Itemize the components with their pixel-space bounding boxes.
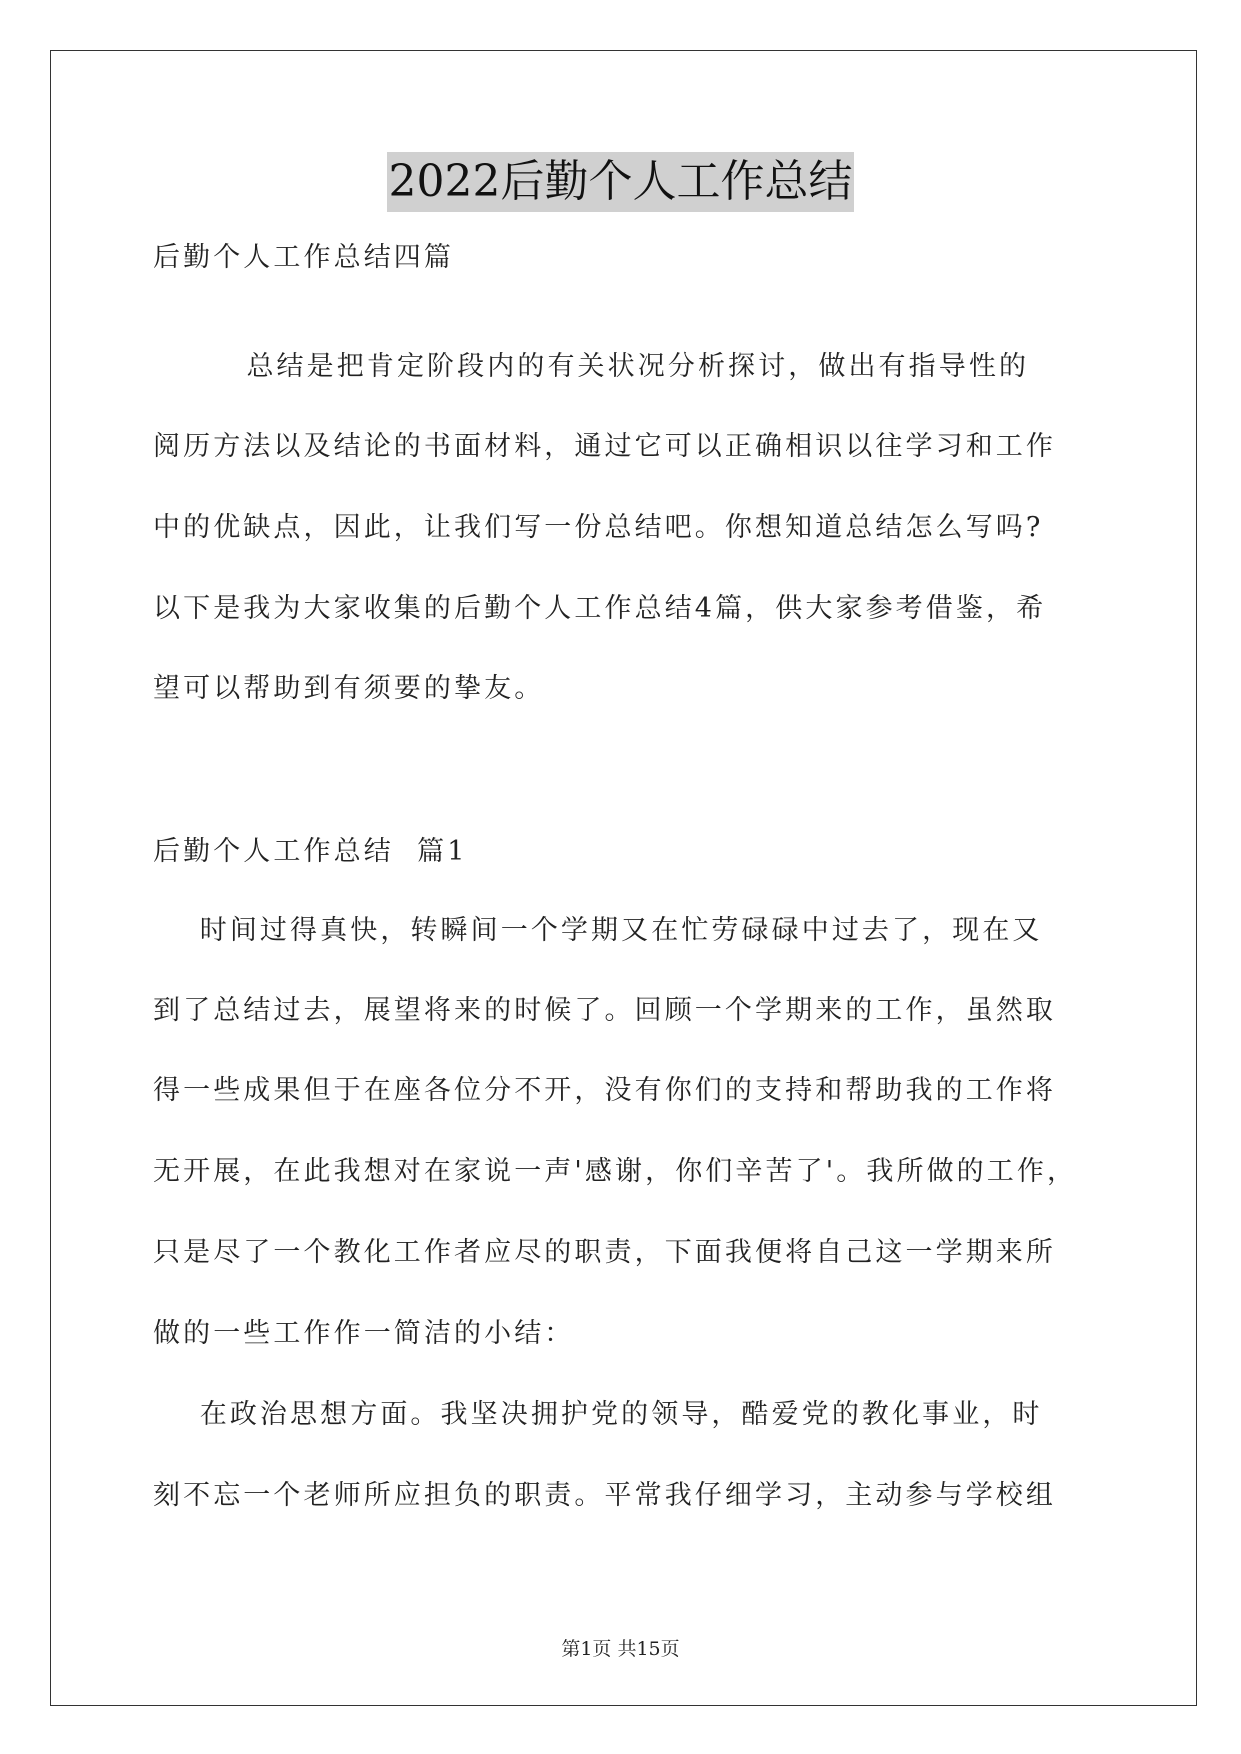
body-line: 中的优缺点，因此，让我们写一份总结吧。你想知道总结怎么写吗? [153, 512, 1044, 543]
body-line: 做的一些工作作一简洁的小结： [153, 1318, 575, 1349]
document-title: 2022后勤个人工作总结 [387, 152, 855, 212]
body-line: 以下是我为大家收集的后勤个人工作总结4篇，供大家参考借鉴，希 [153, 593, 1047, 624]
body-line: 只是尽了一个教化工作者应尽的职责，下面我便将自己这一学期来所 [153, 1237, 1056, 1268]
body-line: 得一些成果但于在座各位分不开，没有你们的支持和帮助我的工作将 [153, 1075, 1056, 1106]
document-subtitle: 后勤个人工作总结四篇 [153, 242, 454, 273]
page-number: 第1页 共15页 [561, 1638, 680, 1660]
page-border [50, 50, 1197, 1706]
body-line: 在政治思想方面。我坚决拥护党的领导，酷爱党的教化事业，时 [153, 1399, 1043, 1430]
body-line: 时间过得真快，转瞬间一个学期又在忙劳碌碌中过去了，现在又 [153, 915, 1043, 946]
body-line: 刻不忘一个老师所应担负的职责。平常我仔细学习，主动参与学校组 [153, 1480, 1056, 1511]
body-line: 无开展，在此我想对在家说一声'感谢，你们辛苦了'。我所做的工作， [153, 1156, 1078, 1187]
body-line: 到了总结过去，展望将来的时候了。回顾一个学期来的工作，虽然取 [153, 995, 1056, 1026]
body-line: 总结是把肯定阶段内的有关状况分析探讨，做出有指导性的 [153, 351, 1030, 382]
body-line: 望可以帮助到有须要的挚友。 [153, 673, 545, 704]
body-line: 阅历方法以及结论的书面材料，通过它可以正确相识以往学习和工作 [153, 431, 1056, 462]
section-heading: 后勤个人工作总结 篇1 [153, 836, 468, 867]
title-container [0, 152, 1241, 212]
